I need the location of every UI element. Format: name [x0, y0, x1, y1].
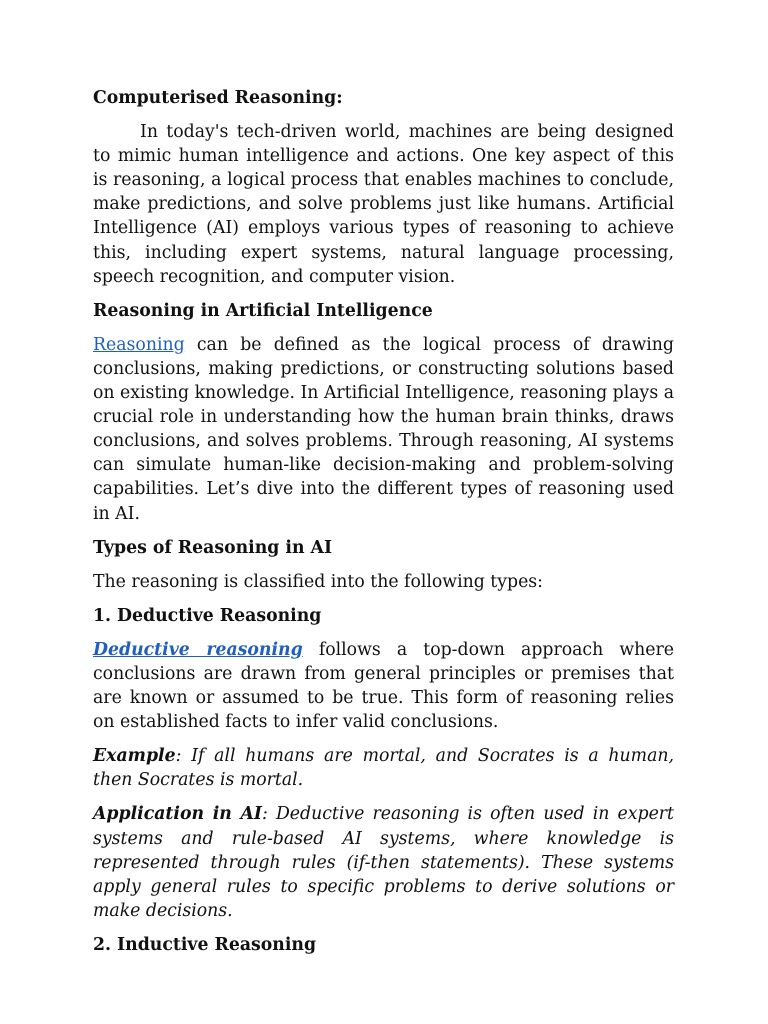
- reasoning-link[interactable]: Reasoning: [93, 334, 185, 355]
- types-intro-paragraph: The reasoning is classified into the following types:: [93, 571, 543, 592]
- inductive-reasoning-heading: 2. Inductive Reasoning: [93, 934, 317, 955]
- deductive-paragraph: [93, 638, 674, 734]
- application-text: : Deductive reasoning is often used in expert systems and rule-based AI systems, where knowledge is represented through rules (if-then statements). These systems apply general rules to specific problems to derive solutions or make decisions.: [93, 804, 674, 921]
- deductive-text: follows a top-down approach where conclusions are drawn from general principles or premises that are known or assumed to be true. This form of reasoning relies on established facts to infer valid conclusions.: [93, 639, 674, 733]
- section-heading-types-of-reasoning: Types of Reasoning in AI: [93, 537, 333, 558]
- reasoning-definition-paragraph: [93, 333, 674, 526]
- deductive-reasoning-heading: 1. Deductive Reasoning: [93, 605, 322, 626]
- deductive-application-paragraph: [93, 802, 674, 922]
- deductive-reasoning-link[interactable]: Deductive reasoning: [93, 639, 303, 660]
- document-page: [93, 86, 674, 967]
- section-heading-reasoning-in-ai: Reasoning in Artificial Intelligence: [93, 300, 433, 321]
- intro-paragraph: In today's tech-driven world, machines are being designed to mimic human intelligence and actions. One key aspect of this is reasoning, a logical process that enables machines to conclude, make predictions, and solve problems just like humans. Artificial Intelligence (AI) employs various types of reasoning to achieve this, including expert systems, natural language processing, speech recognition, and computer vision.: [93, 122, 674, 287]
- reasoning-definition-text: can be defined as the logical process of drawing conclusions, making predictions, or constructing solutions based on existing knowledge. In Artificial Intelligence, reasoning plays a crucial role in understanding how the human brain thinks, draws conclusions, and solves problems. Through reasoning, AI systems can simulate human-like decision-making and problem-solving capabilities. Let’s dive into the different types of reasoning used in AI.: [93, 334, 674, 524]
- deductive-example-paragraph: [93, 744, 674, 792]
- example-text: : If all humans are mortal, and Socrates is a human, then Socrates is mortal.: [93, 746, 674, 791]
- example-label: Example: [93, 746, 176, 767]
- document-title: Computerised Reasoning:: [93, 88, 343, 108]
- application-label: Application in AI: [93, 804, 262, 825]
